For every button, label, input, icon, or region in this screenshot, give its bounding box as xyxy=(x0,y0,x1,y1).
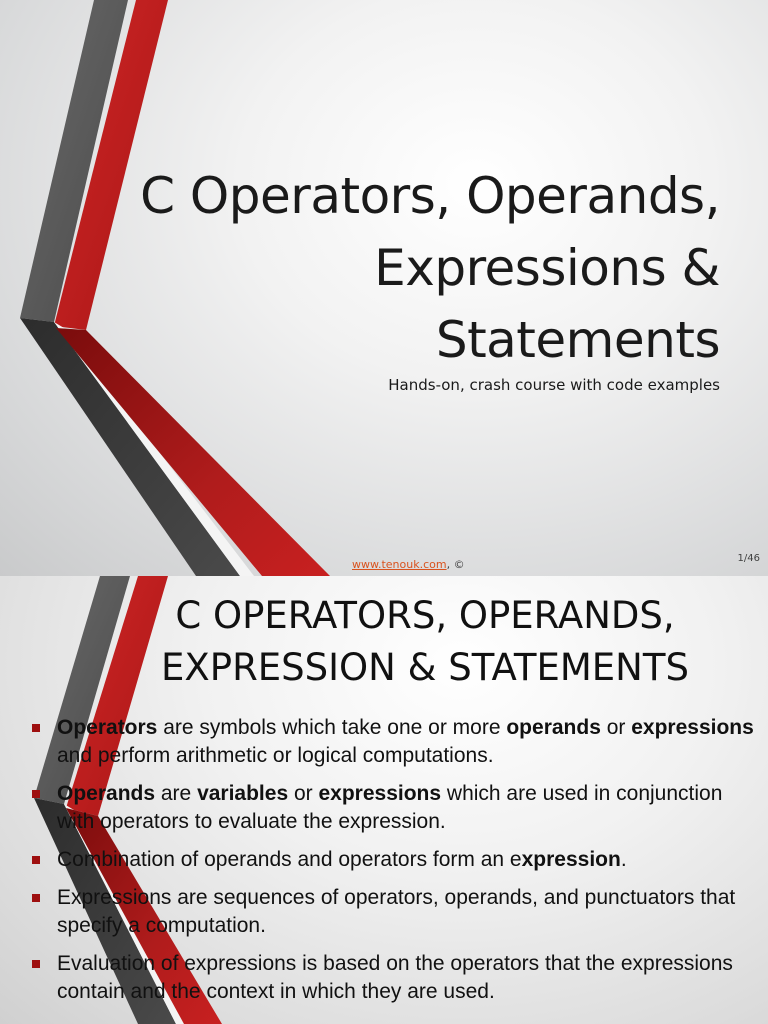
square-bullet-icon xyxy=(32,960,40,968)
bold-term: expressions xyxy=(318,782,442,805)
slide-title xyxy=(120,590,730,694)
bullet-item xyxy=(30,884,760,940)
slide-footer xyxy=(352,558,465,571)
bullet-text: and perform arithmetic or logical computations. xyxy=(57,744,494,767)
slide-title-line: C OPERATORS, OPERANDS, xyxy=(175,594,675,637)
bold-term: Operators xyxy=(57,716,158,739)
bullet-text: Combination of operands and operators form an e xyxy=(57,848,522,871)
copyright-text: , © xyxy=(446,558,465,571)
bullet-text: Evaluation of expressions is based on the operators that the expressions contain and the context in which they are used. xyxy=(57,952,733,1003)
bullet-item xyxy=(30,846,760,874)
bullet-text: are symbols which take one or more xyxy=(157,716,507,739)
bullet-text: Expressions are sequences of operators, operands, and punctuators that specify a computation. xyxy=(57,886,736,937)
bullet-text: or xyxy=(600,716,632,739)
bold-term: operands xyxy=(506,716,601,739)
bold-term: xpression xyxy=(521,848,621,871)
bullet-text: which are used in conjunction with operators to evaluate the expression. xyxy=(57,782,723,833)
square-bullet-icon xyxy=(32,856,40,864)
bullet-item xyxy=(30,714,760,770)
slide-title xyxy=(120,160,720,376)
bullet-item xyxy=(30,950,760,1006)
square-bullet-icon xyxy=(32,724,40,732)
slide-title-line: Statements xyxy=(435,311,720,369)
content-slide xyxy=(0,576,768,1024)
bold-term: Operands xyxy=(57,782,156,805)
bullet-item xyxy=(30,780,760,836)
slide-title-line: C Operators, Operands, xyxy=(140,167,720,225)
page-number: 1/46 xyxy=(737,553,760,564)
bullet-text: are xyxy=(155,782,198,805)
bold-term: variables xyxy=(197,782,289,805)
slide-title-line: EXPRESSION & STATEMENTS xyxy=(161,646,689,689)
bullet-text: . xyxy=(620,848,627,871)
bullet-list xyxy=(30,714,760,1016)
square-bullet-icon xyxy=(32,894,40,902)
slide-subtitle: Hands-on, crash course with code examples xyxy=(388,376,720,394)
bold-term: expressions xyxy=(631,716,754,739)
slide-title-line: Expressions & xyxy=(374,239,720,297)
square-bullet-icon xyxy=(32,790,40,798)
bullet-text: or xyxy=(288,782,319,805)
website-link[interactable]: www.tenouk.com xyxy=(352,558,447,571)
